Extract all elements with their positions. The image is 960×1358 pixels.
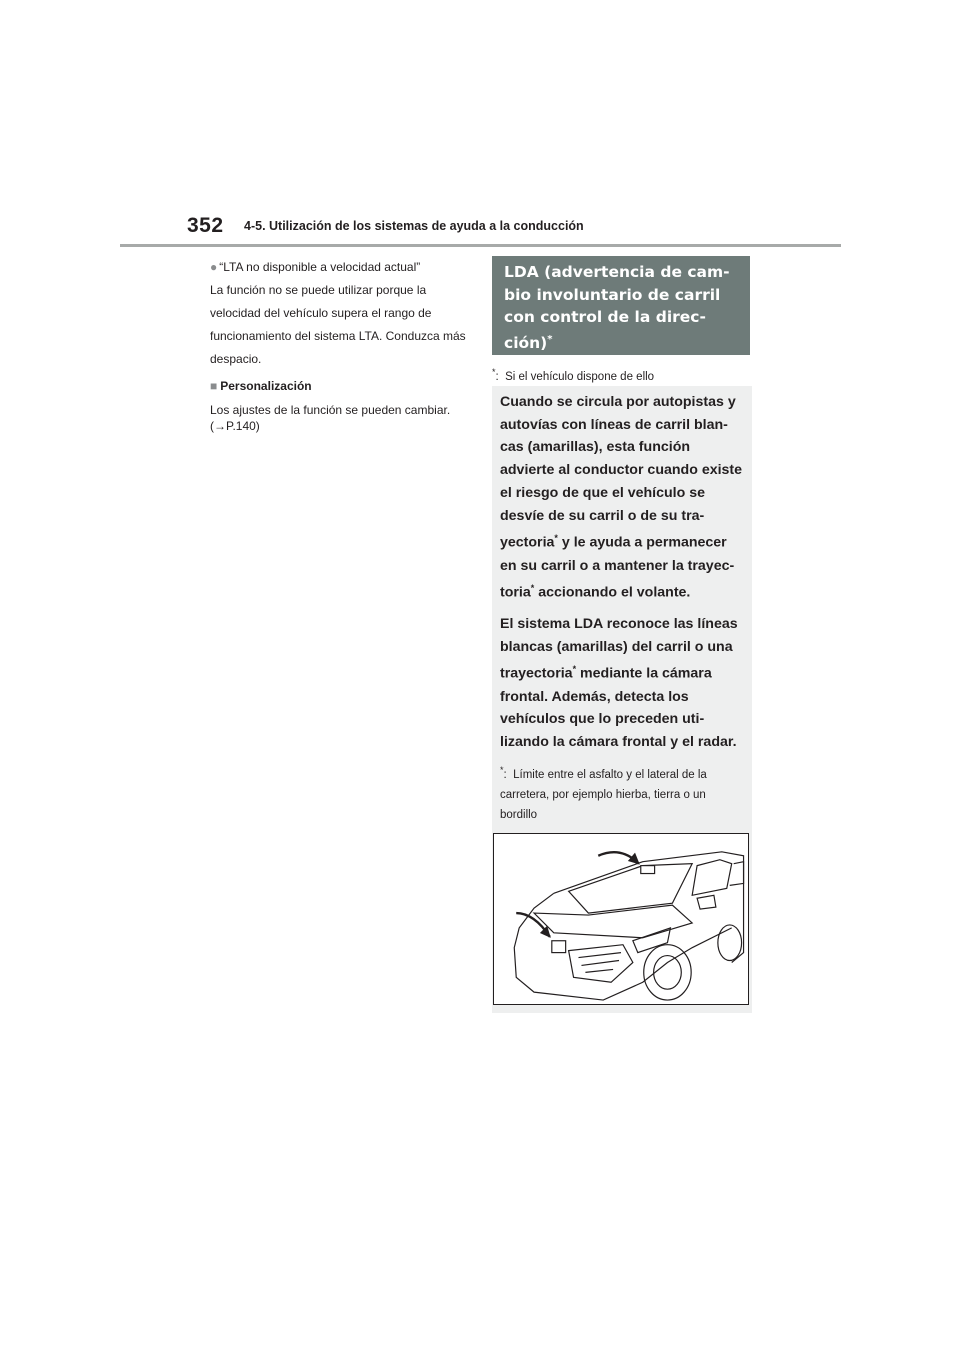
lda-heading: LDA (advertencia de cam- bio involuntario de carril con control de la direc- ción)* — [492, 256, 750, 355]
info-paragraph-1: Cuando se circula por autopistas y autovías con líneas de carril blan-cas (amarillas), esta función advierte al conductor cuando existe el riesgo de que el vehículo se desvíe de su carril o de su tra-yectoria* y le ayuda a permanecer en su carril o a mantener la trayec-toria* accionando el volante. — [500, 394, 743, 602]
car-camera-figure — [493, 833, 749, 1005]
left-column — [210, 256, 470, 434]
info-paragraph-2: El sistema LDA reconoce las líneas blancas (amarillas) del carril o una trayectoria* mediante la cámara frontal. Además, detecta los vehículos que lo preceden uti-lizando la cámara frontal y el radar. — [500, 615, 738, 751]
footnote-availability: *: Si el vehículo dispone de ello — [492, 367, 655, 383]
header-rule — [120, 244, 841, 247]
suv-illustration-icon — [494, 834, 748, 1004]
footnote-trajectory: *: Límite entre el asfalto y el lateral de la carretera, por ejemplo hierba, tierra o un bordillo — [500, 765, 707, 821]
personalization-heading: Personalización — [220, 379, 312, 393]
footnote-mark: *: — [492, 367, 499, 383]
personalization-body: Los ajustes de la función se pueden cambiar. (→P.140) — [210, 403, 451, 433]
page-number: 352 — [187, 214, 224, 237]
square-bullet-icon: ■ — [210, 379, 218, 393]
bullet-icon: ● — [210, 260, 218, 274]
info-text — [500, 391, 745, 762]
personalization-heading-row — [210, 375, 470, 398]
item-quote: “LTA no disponible a velocidad actual” — [219, 260, 421, 274]
section-title: 4-5. Utilización de los sistemas de ayuda a la conducción — [244, 219, 584, 233]
list-item — [210, 256, 470, 279]
page-reference-link[interactable]: (→P.140) — [210, 419, 260, 433]
item-body: La función no se puede utilizar porque la velocidad del vehículo supera el rango de funcionamiento del sistema LTA. Conduzca más despacio. — [210, 283, 466, 366]
